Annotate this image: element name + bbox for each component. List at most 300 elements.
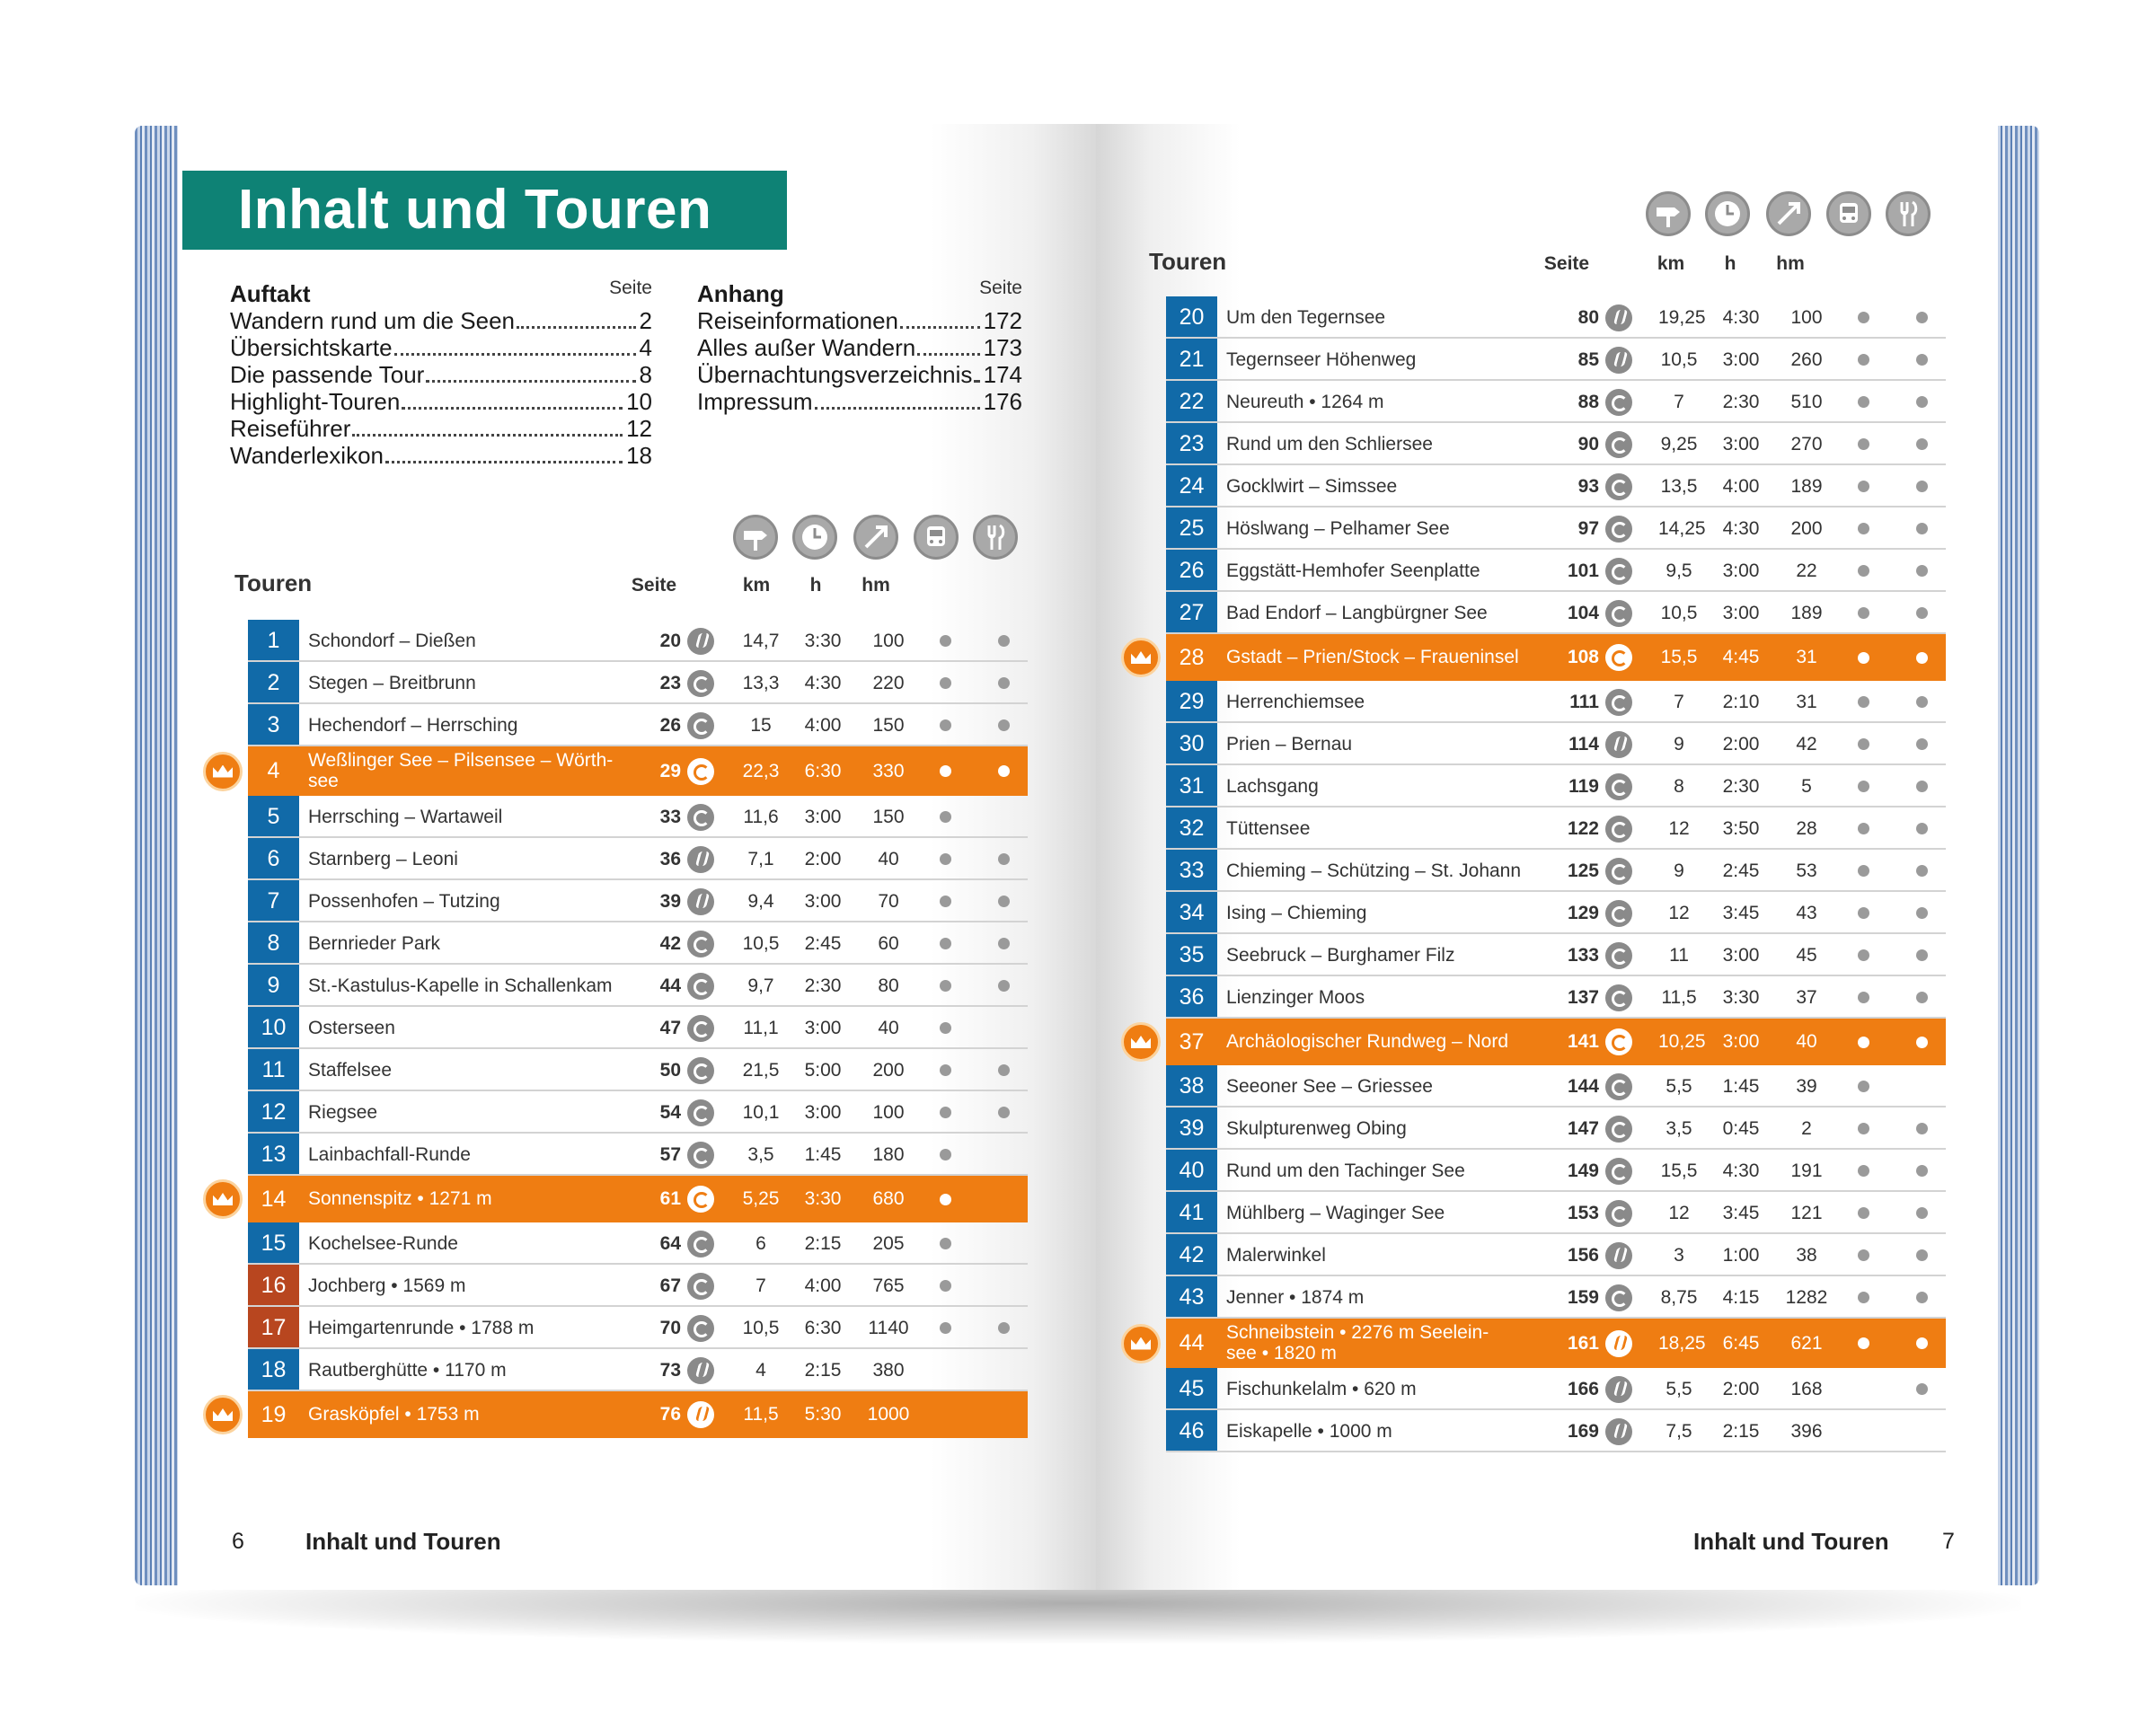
food-available-dot xyxy=(1916,354,1928,366)
tour-name-line: Herrenchiemsee xyxy=(1226,692,1365,712)
round-trip-icon xyxy=(687,804,714,831)
tour-page: 57 xyxy=(659,1144,681,1165)
tour-h: 2:00 xyxy=(1722,1379,1760,1399)
tour-hm: 39 xyxy=(1796,1076,1817,1097)
tour-page: 88 xyxy=(1577,392,1599,412)
tour-name xyxy=(308,750,613,791)
food-available-dot xyxy=(1916,1249,1928,1261)
bus-available-dot xyxy=(940,938,951,949)
tour-hm: 31 xyxy=(1796,692,1817,712)
bus-available-dot xyxy=(1858,523,1869,534)
tour-km: 11,5 xyxy=(743,1404,779,1425)
toc-entry-page: 173 xyxy=(983,334,1022,361)
tour-h: 2:15 xyxy=(804,1233,842,1254)
toc-entry-page: 12 xyxy=(626,415,652,442)
tour-page: 161 xyxy=(1567,1333,1599,1354)
tour-row[interactable] xyxy=(248,746,1028,796)
tour-h: 4:30 xyxy=(804,673,842,693)
tour-h: 6:30 xyxy=(804,1318,842,1338)
tour-number: 9 xyxy=(248,965,299,1005)
tour-page: 129 xyxy=(1567,903,1599,923)
tour-km: 4 xyxy=(755,1360,766,1381)
tour-km: 11,6 xyxy=(743,807,779,827)
tour-row[interactable] xyxy=(1166,634,1946,681)
tour-number: 35 xyxy=(1166,934,1217,975)
tour-page: 101 xyxy=(1567,560,1599,581)
tour-hm: 396 xyxy=(1790,1421,1823,1442)
tour-km: 12 xyxy=(1668,818,1690,839)
tour-hm: 2 xyxy=(1801,1118,1812,1139)
tour-km: 11,5 xyxy=(1661,987,1697,1008)
tour-km: 6 xyxy=(755,1233,766,1254)
bus-available-dot xyxy=(940,980,951,992)
tour-hm: 38 xyxy=(1796,1245,1817,1266)
food-available-dot xyxy=(1916,992,1928,1003)
tour-km: 9,7 xyxy=(747,975,774,996)
tour-name xyxy=(308,796,502,838)
tour-h: 4:00 xyxy=(1722,476,1760,497)
round-trip-icon xyxy=(1605,1073,1632,1100)
tour-page: 108 xyxy=(1567,647,1599,667)
tour-name xyxy=(1226,465,1397,507)
tour-page: 29 xyxy=(659,761,681,781)
toc-leader-dots xyxy=(917,353,979,356)
one-way-icon xyxy=(1605,1418,1632,1445)
tour-row[interactable] xyxy=(248,880,1028,922)
tour-row[interactable] xyxy=(248,1265,1028,1307)
col-km: km xyxy=(742,575,771,596)
tour-name-line: Eiskapelle • 1000 m xyxy=(1226,1421,1392,1442)
round-trip-icon xyxy=(1605,1028,1632,1055)
toc-entry-page: 174 xyxy=(983,361,1022,388)
tour-name xyxy=(1226,1322,1489,1363)
tour-number: 19 xyxy=(248,1391,299,1436)
tour-km: 10,25 xyxy=(1658,1031,1706,1052)
tour-h: 3:00 xyxy=(1722,603,1760,623)
tour-hm: 180 xyxy=(872,1144,905,1165)
round-trip-icon xyxy=(1605,1200,1632,1227)
tour-name-line: Kochelsee-Runde xyxy=(308,1233,458,1254)
food-available-dot xyxy=(1916,781,1928,792)
food-available-dot xyxy=(998,853,1010,865)
bus-available-dot xyxy=(1858,823,1869,834)
tour-name xyxy=(308,1091,377,1134)
tour-h: 3:30 xyxy=(804,631,842,651)
tour-page: 26 xyxy=(659,715,681,736)
toc-leader-dots xyxy=(974,380,979,383)
tour-page: 64 xyxy=(659,1233,681,1254)
round-trip-icon xyxy=(687,1142,714,1169)
bus-available-dot xyxy=(1858,1165,1869,1177)
food-available-dot xyxy=(1916,823,1928,834)
tour-number: 10 xyxy=(248,1007,299,1047)
toc-entry-label: Wandern rund um die Seen xyxy=(230,307,516,334)
tour-number: 20 xyxy=(1166,296,1217,337)
bus-available-dot xyxy=(940,765,951,777)
toc-entry[interactable] xyxy=(697,307,1022,334)
bus-available-dot xyxy=(1858,949,1869,961)
tour-h: 1:45 xyxy=(1722,1076,1760,1097)
tour-name xyxy=(308,1391,480,1438)
tour-name-line: Weßlinger See – Pilsensee – Wörth- xyxy=(308,750,614,771)
round-trip-icon xyxy=(687,1315,714,1342)
tour-h: 4:30 xyxy=(1722,518,1760,539)
clock-icon xyxy=(792,515,837,560)
round-trip-icon xyxy=(1605,1158,1632,1185)
tour-name-line: Possenhofen – Tutzing xyxy=(308,891,500,912)
tour-row[interactable] xyxy=(1166,892,1946,934)
tour-number: 26 xyxy=(1166,550,1217,590)
tour-row[interactable] xyxy=(1166,1234,1946,1276)
toc-entry[interactable] xyxy=(697,388,1022,415)
tour-row[interactable] xyxy=(1166,550,1946,592)
tour-row[interactable] xyxy=(248,1222,1028,1265)
food-available-dot xyxy=(998,1107,1010,1118)
tour-row[interactable] xyxy=(248,1134,1028,1176)
tour-hm: 31 xyxy=(1796,647,1817,667)
round-trip-icon xyxy=(687,1057,714,1084)
toc-entry[interactable] xyxy=(697,361,1022,388)
toc-entry[interactable] xyxy=(230,388,652,415)
tour-name xyxy=(1226,1192,1445,1234)
tour-h: 2:15 xyxy=(1722,1421,1760,1442)
one-way-icon xyxy=(1605,304,1632,331)
tour-h: 3:00 xyxy=(804,891,842,912)
food-available-dot xyxy=(1916,696,1928,708)
tour-number: 6 xyxy=(248,838,299,878)
tour-row[interactable] xyxy=(248,620,1028,662)
tour-row[interactable] xyxy=(248,1307,1028,1349)
tour-name-line: Lainbachfall-Runde xyxy=(308,1144,471,1165)
tour-row[interactable] xyxy=(1166,1410,1946,1452)
tour-number: 3 xyxy=(248,704,299,745)
round-trip-icon xyxy=(1605,858,1632,885)
clock-icon xyxy=(1705,191,1750,236)
tour-name xyxy=(1226,681,1365,723)
round-trip-icon xyxy=(687,1273,714,1300)
tour-name-line: Fischunkelalm • 620 m xyxy=(1226,1379,1417,1399)
bus-available-dot xyxy=(1858,992,1869,1003)
tour-page: 33 xyxy=(659,807,681,827)
col-h: h xyxy=(1724,253,1736,274)
bus-available-dot xyxy=(1858,396,1869,408)
tour-number: 15 xyxy=(248,1222,299,1263)
bus-available-dot xyxy=(1858,865,1869,877)
tour-number: 17 xyxy=(248,1307,299,1347)
tour-name-line: Um den Tegernsee xyxy=(1226,307,1386,328)
tour-row[interactable] xyxy=(1166,507,1946,550)
tour-h: 3:00 xyxy=(1722,349,1760,370)
toc-entry[interactable] xyxy=(230,415,652,442)
tour-name xyxy=(1226,765,1319,807)
tour-row[interactable] xyxy=(1166,381,1946,423)
tour-hm: 150 xyxy=(872,807,905,827)
tour-name xyxy=(1226,296,1385,339)
tour-page: 61 xyxy=(659,1188,681,1209)
toc-entry-page: 172 xyxy=(983,307,1022,334)
food-available-dot xyxy=(1916,652,1928,664)
tour-name xyxy=(1226,423,1433,465)
bus-available-dot xyxy=(1858,607,1869,619)
bus-available-dot xyxy=(1858,312,1869,323)
tour-row[interactable] xyxy=(1166,423,1946,465)
toc-entry-page: 8 xyxy=(639,361,652,388)
food-available-dot xyxy=(1916,523,1928,534)
round-trip-icon xyxy=(1605,644,1632,671)
tour-page: 149 xyxy=(1567,1160,1599,1181)
tour-row[interactable] xyxy=(1166,1192,1946,1234)
tour-name-line: Schneibstein • 2276 m Seelein- xyxy=(1226,1322,1489,1343)
bus-available-dot xyxy=(940,719,951,731)
bus-available-dot xyxy=(940,1107,951,1118)
bus-available-dot xyxy=(1858,1123,1869,1134)
tour-row[interactable] xyxy=(1166,465,1946,507)
round-trip-icon xyxy=(1605,431,1632,458)
tour-row[interactable] xyxy=(1166,1065,1946,1108)
tour-name-line: Bad Endorf – Langbürgner See xyxy=(1226,603,1488,623)
tour-number: 13 xyxy=(248,1134,299,1174)
tour-row[interactable] xyxy=(1166,1276,1946,1319)
bus-available-dot xyxy=(1858,781,1869,792)
tour-km: 11,1 xyxy=(743,1018,779,1038)
one-way-icon xyxy=(687,628,714,655)
tour-number: 11 xyxy=(248,1049,299,1090)
tour-row[interactable] xyxy=(1166,1108,1946,1150)
toc-entry[interactable] xyxy=(230,442,652,469)
food-available-dot xyxy=(1916,1123,1928,1134)
tour-page: 133 xyxy=(1567,945,1599,966)
running-title-left: Inhalt und Touren xyxy=(305,1528,501,1555)
food-available-dot xyxy=(1916,1337,1928,1349)
tour-km: 12 xyxy=(1668,1203,1690,1223)
tour-h: 2:00 xyxy=(804,849,842,869)
tour-row[interactable] xyxy=(1166,976,1946,1019)
round-trip-icon xyxy=(687,1015,714,1042)
tour-km: 11 xyxy=(1669,945,1689,966)
bus-available-dot xyxy=(1858,481,1869,492)
tour-row[interactable] xyxy=(248,922,1028,965)
tour-h: 3:45 xyxy=(1722,903,1760,923)
bus-available-dot xyxy=(940,853,951,865)
tour-h: 4:00 xyxy=(804,1275,842,1296)
food-available-dot xyxy=(1916,907,1928,919)
tour-row[interactable] xyxy=(1166,765,1946,807)
bus-available-dot xyxy=(1858,907,1869,919)
tour-page: 153 xyxy=(1567,1203,1599,1223)
food-available-dot xyxy=(1916,565,1928,577)
tour-h: 6:45 xyxy=(1722,1333,1760,1354)
tour-name xyxy=(1226,934,1454,976)
food-available-dot xyxy=(998,938,1010,949)
tour-name xyxy=(1226,339,1416,381)
toc-entry[interactable] xyxy=(230,334,652,361)
col-hm: hm xyxy=(1776,253,1805,274)
tour-km: 19,25 xyxy=(1658,307,1706,328)
tour-row[interactable] xyxy=(248,1049,1028,1091)
tour-h: 3:30 xyxy=(804,1188,842,1209)
tour-hm: 200 xyxy=(872,1060,905,1081)
tour-row[interactable] xyxy=(248,704,1028,746)
tour-row[interactable] xyxy=(248,965,1028,1007)
toc-entry[interactable] xyxy=(230,361,652,388)
toc-entry-label: Übernachtungsverzeichnis xyxy=(697,361,973,388)
tour-row[interactable] xyxy=(1166,339,1946,381)
tour-number: 43 xyxy=(1166,1276,1217,1317)
round-trip-icon xyxy=(687,1186,714,1213)
tour-number: 33 xyxy=(1166,850,1217,890)
tour-row[interactable] xyxy=(1166,1319,1946,1368)
tour-row[interactable] xyxy=(1166,850,1946,892)
tour-row[interactable] xyxy=(1166,592,1946,634)
toc-entry-label: Wanderlexikon xyxy=(230,442,384,469)
tour-row[interactable] xyxy=(248,1091,1028,1134)
tour-km: 5,5 xyxy=(1666,1076,1692,1097)
tour-page: 144 xyxy=(1567,1076,1599,1097)
tour-number: 37 xyxy=(1166,1019,1217,1063)
tour-page: 97 xyxy=(1577,518,1599,539)
col-seite: Seite xyxy=(631,575,677,596)
tours-label: Touren xyxy=(234,569,313,596)
toc-entry-label: Reiseinformationen xyxy=(697,307,899,334)
tour-page: 23 xyxy=(659,673,681,693)
toc-entry-page: 18 xyxy=(626,442,652,469)
tour-number: 18 xyxy=(248,1349,299,1390)
tour-hm: 28 xyxy=(1796,818,1817,839)
tour-page: 169 xyxy=(1567,1421,1599,1442)
tour-page: 50 xyxy=(659,1060,681,1081)
one-way-icon xyxy=(1605,1376,1632,1403)
food-available-dot xyxy=(1916,396,1928,408)
highlight-crown-icon xyxy=(1121,1324,1161,1363)
tour-name-line: Seebruck – Burghamer Filz xyxy=(1226,945,1455,966)
tour-km: 15,5 xyxy=(1660,1160,1698,1181)
tour-h: 1:00 xyxy=(1722,1245,1760,1266)
bus-icon xyxy=(914,515,959,560)
tour-km: 7,5 xyxy=(1666,1421,1692,1442)
tour-row[interactable] xyxy=(1166,1019,1946,1065)
tour-row[interactable] xyxy=(248,838,1028,880)
ascent-arrow-icon xyxy=(853,515,898,560)
tour-number: 39 xyxy=(1166,1108,1217,1148)
tour-name xyxy=(1226,1150,1465,1192)
round-trip-icon xyxy=(1605,942,1632,969)
tour-row[interactable] xyxy=(248,1007,1028,1049)
tour-page: 93 xyxy=(1577,476,1599,497)
tour-page: 47 xyxy=(659,1018,681,1038)
tour-hm: 205 xyxy=(872,1233,905,1254)
tour-page: 76 xyxy=(659,1404,681,1425)
tour-number: 25 xyxy=(1166,507,1217,548)
tour-row[interactable] xyxy=(248,1391,1028,1438)
toc-entry[interactable] xyxy=(230,307,652,334)
tour-hm: 121 xyxy=(1790,1203,1823,1223)
tour-name xyxy=(1226,976,1365,1019)
tour-km: 7,1 xyxy=(747,849,774,869)
tour-row[interactable] xyxy=(1166,296,1946,339)
tour-row[interactable] xyxy=(1166,1368,1946,1410)
tour-page: 141 xyxy=(1567,1031,1599,1052)
bus-available-dot xyxy=(940,1194,951,1205)
tour-name xyxy=(1226,807,1310,850)
food-available-dot xyxy=(998,980,1010,992)
tour-page: 70 xyxy=(659,1318,681,1338)
tour-row[interactable] xyxy=(248,662,1028,704)
bus-available-dot xyxy=(940,677,951,689)
round-trip-icon xyxy=(687,670,714,697)
tour-row[interactable] xyxy=(248,1176,1028,1222)
tour-hm: 37 xyxy=(1796,987,1817,1008)
tour-row[interactable] xyxy=(1166,1150,1946,1192)
tour-hm: 1282 xyxy=(1785,1287,1828,1308)
tour-name xyxy=(308,1349,507,1391)
tour-row[interactable] xyxy=(1166,681,1946,723)
tour-name xyxy=(1226,1234,1326,1276)
tour-name xyxy=(308,1049,392,1091)
toc-entry[interactable] xyxy=(697,334,1022,361)
tour-h: 4:45 xyxy=(1722,647,1760,667)
tour-row[interactable] xyxy=(1166,807,1946,850)
bus-available-dot xyxy=(1858,1249,1869,1261)
bus-available-dot xyxy=(1858,1081,1869,1092)
cutlery-icon xyxy=(1886,191,1931,236)
tour-km: 12 xyxy=(1668,903,1690,923)
tour-page: 36 xyxy=(659,849,681,869)
tour-h: 3:45 xyxy=(1722,1203,1760,1223)
bus-available-dot xyxy=(1858,1292,1869,1303)
tour-number: 8 xyxy=(248,922,299,963)
tour-name-line: Gocklwirt – Simssee xyxy=(1226,476,1398,497)
tour-hm: 80 xyxy=(878,975,899,996)
tour-page: 54 xyxy=(659,1102,681,1123)
tour-hm: 1140 xyxy=(868,1318,909,1338)
tour-row[interactable] xyxy=(1166,723,1946,765)
tour-name xyxy=(1226,850,1521,892)
one-way-icon xyxy=(1605,1242,1632,1269)
tour-row[interactable] xyxy=(248,796,1028,838)
tour-row[interactable] xyxy=(248,1349,1028,1391)
tour-km: 15 xyxy=(750,715,772,736)
tour-km: 10,5 xyxy=(742,933,780,954)
tour-h: 2:30 xyxy=(804,975,842,996)
tour-h: 2:30 xyxy=(1722,392,1760,412)
food-available-dot xyxy=(1916,865,1928,877)
bus-icon xyxy=(1826,191,1871,236)
tour-hm: 40 xyxy=(878,849,899,869)
tour-name xyxy=(308,1007,395,1049)
bus-available-dot xyxy=(1858,1037,1869,1048)
tour-hm: 270 xyxy=(1790,434,1823,454)
tour-number: 42 xyxy=(1166,1234,1217,1275)
tour-km: 5,5 xyxy=(1666,1379,1692,1399)
tour-h: 4:30 xyxy=(1722,1160,1760,1181)
tour-number: 28 xyxy=(1166,634,1217,679)
food-available-dot xyxy=(998,635,1010,647)
food-available-dot xyxy=(1916,312,1928,323)
bus-available-dot xyxy=(940,1064,951,1076)
tour-km: 9,5 xyxy=(1666,560,1692,581)
toc-leader-dots xyxy=(426,380,635,383)
tour-h: 3:00 xyxy=(1722,560,1760,581)
tour-name xyxy=(308,838,458,880)
tour-h: 3:00 xyxy=(804,1102,842,1123)
tour-page: 85 xyxy=(1577,349,1599,370)
tour-name-line: Herrsching – Wartaweil xyxy=(308,807,503,827)
tour-name-line: Malerwinkel xyxy=(1226,1245,1326,1266)
tour-name xyxy=(1226,507,1450,550)
tour-row[interactable] xyxy=(1166,934,1946,976)
tour-name-line: Archäologischer Rundweg – Nord xyxy=(1226,1031,1509,1052)
tour-page: 80 xyxy=(1577,307,1599,328)
